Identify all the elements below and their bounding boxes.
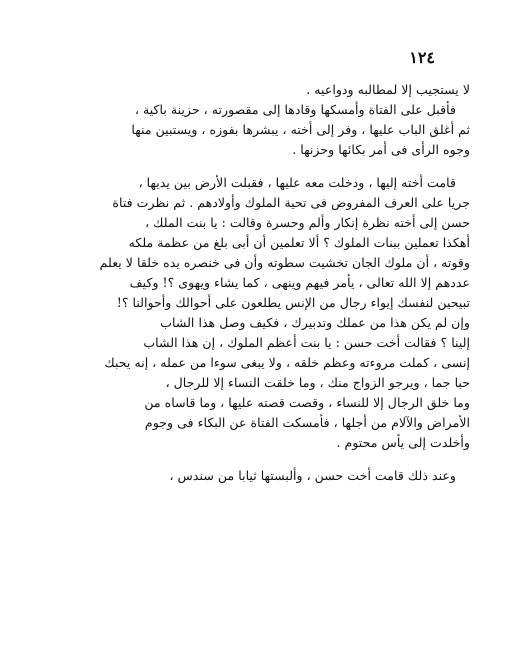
paragraph-3 [70, 466, 470, 486]
text-line: فأقبل على الفتاة وأمسكها وقادها إلى مقصورته ، حزينة باكية ، [134, 102, 456, 117]
text-body [70, 80, 470, 486]
paragraph-2 [70, 173, 470, 453]
text-line: حسن إلى أخته نظرة إنكار وألم وحسرة وقالت : يا بنت الملك ، [145, 215, 470, 230]
text-line: وجوه الرأى فى أمر بكائها وحزنها . [292, 142, 470, 157]
text-line: وقوته ، أن ملوك الجان تخشيت سطوته وأن فى خنصره يده خلقا لا يعلم [99, 255, 470, 270]
text-line: وأخلدت إلى يأس محتوم . [336, 435, 470, 450]
text-line: وإن لم يكن هذا من عملك وتدبيرك ، فكيف وصل هذا الشاب [160, 315, 470, 330]
page-number: ١٢٤ [409, 48, 435, 67]
paragraph-1 [70, 80, 470, 160]
text-line: الأمراض والآلام من أجلها ، فأمسكت الفتاة عن البكاء فى وجوم [144, 415, 470, 430]
text-line: ثم أغلق الباب عليها ، وفر إلى أخته ، يبشرها بفوزه ، ويستبين منها [131, 122, 470, 137]
text-line: وعند ذلك قامت أخت حسن ، وألبستها ثيابا من سندس ، [169, 468, 456, 483]
text-line: إلينا ؟ فقالت أخت حسن : يا بنت أعظم الملوك ، إن هذا الشاب [143, 335, 470, 350]
text-line: حبا جما ، ويرجو الزواج منك ، وما خلقت النساء إلا للرجال ، [165, 375, 470, 390]
text-line: أهكذا تعملين ببنات الملوك ؟ ألا تعلمين أن أبى بلغ من عظمة ملكه [128, 235, 470, 250]
text-line: لا يستجيب إلا لمطالبه ودواعيه . [306, 82, 470, 97]
text-line: جريا على العرف المفروض فى تحية الملوك وأولادهم . ثم نظرت فتاة [112, 195, 470, 210]
text-line: إنسى ، كملت مروءته وعظم خلقه ، ولا يبغى سوءا من عمله ، إنه يحبك [104, 355, 470, 370]
text-line: قامت أخته إليها ، ودخلت معه عليها ، فقبلت الأرض بين يديها ، [138, 175, 456, 190]
text-line: تبيحين لنفسك إيواء رجال من الإنس يطلعون على أحوالك وأحوالنا ؟! [116, 295, 470, 310]
text-line: عددهم إلا الله تعالى ، يأمر فيهم وينهى ، كما يشاء ويهوى ؟! وكيف [129, 275, 470, 290]
text-line: وما خلق الرجال إلا للنساء ، وقصت قصته عليها ، وما قاساه من [144, 395, 470, 410]
